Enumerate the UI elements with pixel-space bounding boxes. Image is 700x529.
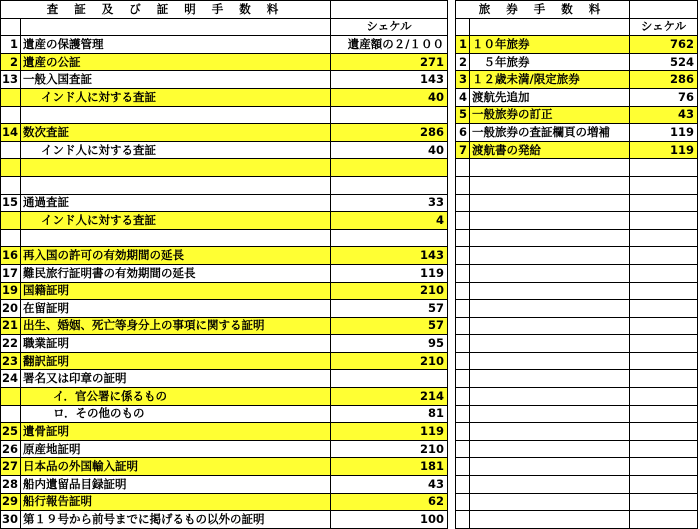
blank-cell (456, 476, 470, 494)
blank-cell (630, 229, 698, 247)
fee-item-label: インド人に対する査証 (21, 212, 331, 230)
fee-item-label: 職業証明 (21, 335, 331, 353)
fee-row (1, 247, 448, 265)
fee-amount: 210 (331, 352, 448, 370)
passport-fee-row (456, 106, 698, 124)
blank-cell (470, 159, 630, 177)
fee-item-label: インド人に対する査証 (21, 141, 331, 159)
right-unit-label: シェケル (630, 18, 698, 36)
blank-cell (456, 194, 470, 212)
right-title-blank (630, 1, 698, 19)
row-number: 25 (1, 423, 21, 441)
blank-cell (456, 317, 470, 335)
fee-row (1, 282, 448, 300)
fee-amount: 271 (331, 53, 448, 71)
blank-cell (456, 264, 470, 282)
blank-cell (630, 282, 698, 300)
passport-fee-row (456, 124, 698, 142)
fee-row (1, 194, 448, 212)
blank-row (456, 282, 698, 300)
row-number (1, 106, 21, 124)
row-number (1, 159, 21, 177)
blank-row (456, 317, 698, 335)
fee-row (1, 88, 448, 106)
row-number: 22 (1, 335, 21, 353)
fee-amount: 119 (331, 423, 448, 441)
passport-fee-row (456, 88, 698, 106)
row-number: 19 (1, 282, 21, 300)
blank-row (456, 176, 698, 194)
passport-fee-row (456, 71, 698, 89)
fee-row (1, 511, 448, 529)
passport-item-label: １２歳未満/限定旅券 (470, 71, 630, 89)
row-number (1, 405, 21, 423)
fee-amount (331, 159, 448, 177)
fee-amount: 81 (331, 405, 448, 423)
row-number: 3 (456, 71, 470, 89)
blank-cell (456, 493, 470, 511)
fee-amount: 57 (331, 317, 448, 335)
blank-cell (630, 300, 698, 318)
fee-row (1, 388, 448, 406)
fee-item-label (21, 159, 331, 177)
blank-cell (456, 388, 470, 406)
row-number: 23 (1, 352, 21, 370)
row-number: 13 (1, 71, 21, 89)
passport-fee-amount: 76 (630, 88, 698, 106)
blank-row (456, 247, 698, 265)
fee-amount: 遺産額の２/１００ (331, 36, 448, 54)
fee-amount (331, 176, 448, 194)
passport-item-label: 渡航先追加 (470, 88, 630, 106)
left-unit-row (1, 18, 448, 36)
blank-row (456, 159, 698, 177)
fee-row (1, 212, 448, 230)
passport-fee-row (456, 141, 698, 159)
left-title-row (1, 1, 448, 19)
blank-cell (456, 352, 470, 370)
blank-cell (470, 335, 630, 353)
fee-item-label: 日本品の外国輸入証明 (21, 458, 331, 476)
blank-cell (456, 370, 470, 388)
blank-row (456, 511, 698, 529)
fee-item-label: ロ．その他のもの (21, 405, 331, 423)
row-number: 20 (1, 300, 21, 318)
blank-cell (630, 458, 698, 476)
row-number (1, 141, 21, 159)
blank-cell (630, 370, 698, 388)
blank-cell (630, 352, 698, 370)
fee-amount: 43 (331, 476, 448, 494)
row-number: 26 (1, 440, 21, 458)
fee-item-label: 翻訳証明 (21, 352, 331, 370)
blank-cell (470, 458, 630, 476)
blank-cell (456, 300, 470, 318)
fee-item-label: 通過査証 (21, 194, 331, 212)
blank-cell (470, 370, 630, 388)
fee-row (1, 264, 448, 282)
blank-row (456, 370, 698, 388)
passport-item-label: １０年旅券 (470, 36, 630, 54)
row-number: 7 (456, 141, 470, 159)
right-title-row (456, 1, 698, 19)
blank-cell (630, 264, 698, 282)
fee-amount: 143 (331, 247, 448, 265)
fee-item-label: 署名又は印章の証明 (21, 370, 331, 388)
blank-cell (470, 212, 630, 230)
blank-cell (456, 458, 470, 476)
fee-item-label: 遺産の保護管理 (21, 36, 331, 54)
fee-item-label (21, 106, 331, 124)
row-number: 29 (1, 493, 21, 511)
blank-cell (470, 247, 630, 265)
fee-item-label: 再入国の許可の有効期間の延長 (21, 247, 331, 265)
left-table-title: 査 証 及 び 証 明 手 数 料 (1, 1, 331, 19)
blank-row (456, 493, 698, 511)
fee-row (1, 317, 448, 335)
blank-cell (456, 229, 470, 247)
fee-item-label: 第１９号から前号までに掲げるもの以外の証明 (21, 511, 331, 529)
blank-cell (630, 511, 698, 529)
blank-row (456, 194, 698, 212)
blank-cell (470, 493, 630, 511)
row-number: 5 (456, 106, 470, 124)
row-number (1, 388, 21, 406)
fee-row (1, 370, 448, 388)
fee-amount: 40 (331, 88, 448, 106)
blank-cell (456, 440, 470, 458)
fee-row (1, 352, 448, 370)
row-number: 17 (1, 264, 21, 282)
fee-row (1, 229, 448, 247)
fee-row (1, 476, 448, 494)
passport-fee-amount: 762 (630, 36, 698, 54)
fee-row (1, 440, 448, 458)
fee-amount: 95 (331, 335, 448, 353)
fee-row (1, 124, 448, 142)
blank-cell (456, 176, 470, 194)
blank-cell (630, 423, 698, 441)
fee-item-label: 船行報告証明 (21, 493, 331, 511)
passport-item-label: 一般旅券の査証欄頁の増補 (470, 124, 630, 142)
passport-fee-row (456, 53, 698, 71)
blank-row (456, 476, 698, 494)
blank-row (456, 388, 698, 406)
fee-item-label: 在留証明 (21, 300, 331, 318)
fee-amount: 210 (331, 440, 448, 458)
fee-item-label (21, 176, 331, 194)
fee-amount: 210 (331, 282, 448, 300)
passport-item-label: ５年旅券 (470, 53, 630, 71)
blank-cell (630, 440, 698, 458)
fee-row (1, 141, 448, 159)
left-title-blank (331, 1, 448, 19)
blank-row (456, 229, 698, 247)
blank-cell (470, 229, 630, 247)
row-number: 2 (456, 53, 470, 71)
blank-cell (630, 335, 698, 353)
fee-amount: 181 (331, 458, 448, 476)
row-number: 15 (1, 194, 21, 212)
blank-row (456, 440, 698, 458)
fee-amount: 57 (331, 300, 448, 318)
fee-item-label: 船内遺留品目録証明 (21, 476, 331, 494)
blank-cell (456, 511, 470, 529)
row-number: 28 (1, 476, 21, 494)
blank-cell (470, 176, 630, 194)
fee-item-label: 難民旅行証明書の有効期間の延長 (21, 264, 331, 282)
blank-cell (456, 159, 470, 177)
blank-cell (456, 212, 470, 230)
passport-fee-table (455, 0, 698, 529)
blank-row (456, 335, 698, 353)
blank-cell (470, 194, 630, 212)
passport-fee-amount: 119 (630, 124, 698, 142)
fee-item-label: 数次査証 (21, 124, 331, 142)
fee-row (1, 36, 448, 54)
blank-cell (456, 335, 470, 353)
right-unit-row (456, 18, 698, 36)
passport-fee-amount: 43 (630, 106, 698, 124)
fee-amount: 62 (331, 493, 448, 511)
blank-cell (630, 476, 698, 494)
fee-amount: 40 (331, 141, 448, 159)
fee-amount: 143 (331, 71, 448, 89)
fee-item-label: 原産地証明 (21, 440, 331, 458)
fee-item-label: 遺骨証明 (21, 423, 331, 441)
blank-cell (470, 317, 630, 335)
fee-row (1, 53, 448, 71)
row-number: 14 (1, 124, 21, 142)
fee-amount: 214 (331, 388, 448, 406)
blank-row (456, 405, 698, 423)
fee-amount: 4 (331, 212, 448, 230)
fee-row (1, 458, 448, 476)
row-number: 4 (456, 88, 470, 106)
blank-cell (630, 212, 698, 230)
passport-item-label: 渡航書の発給 (470, 141, 630, 159)
blank-cell (470, 264, 630, 282)
blank-cell (470, 476, 630, 494)
blank-cell (456, 247, 470, 265)
passport-fee-amount: 119 (630, 141, 698, 159)
fee-item-label: 一般入国査証 (21, 71, 331, 89)
blank-row (456, 212, 698, 230)
blank-cell (470, 511, 630, 529)
row-number: 21 (1, 317, 21, 335)
blank-cell (470, 282, 630, 300)
blank-row (456, 352, 698, 370)
fee-amount: 286 (331, 124, 448, 142)
blank-row (456, 264, 698, 282)
fee-row (1, 106, 448, 124)
blank-cell (456, 405, 470, 423)
row-number (1, 88, 21, 106)
row-number: 24 (1, 370, 21, 388)
row-number (1, 229, 21, 247)
fee-amount: 119 (331, 264, 448, 282)
fee-item-label: 国籍証明 (21, 282, 331, 300)
blank-row (456, 423, 698, 441)
blank-cell (470, 352, 630, 370)
blank-cell (630, 493, 698, 511)
fee-amount (331, 106, 448, 124)
fee-row (1, 335, 448, 353)
fee-row (1, 176, 448, 194)
row-number (1, 212, 21, 230)
fee-amount: 33 (331, 194, 448, 212)
passport-fee-amount: 524 (630, 53, 698, 71)
right-table-title: 旅 券 手 数 料 (456, 1, 630, 19)
fee-item-label: イ．官公署に係るもの (21, 388, 331, 406)
blank-cell (470, 300, 630, 318)
fee-item-label: 出生、婚姻、死亡等身分上の事項に関する証明 (21, 317, 331, 335)
blank-cell (630, 176, 698, 194)
fee-item-label: インド人に対する査証 (21, 88, 331, 106)
row-number: 6 (456, 124, 470, 142)
row-number: 1 (1, 36, 21, 54)
passport-fee-amount: 286 (630, 71, 698, 89)
row-number (1, 176, 21, 194)
row-number: 1 (456, 36, 470, 54)
fee-amount (331, 229, 448, 247)
blank-cell (470, 388, 630, 406)
fee-row (1, 300, 448, 318)
blank-cell (630, 159, 698, 177)
blank-cell (630, 247, 698, 265)
fee-item-label (21, 229, 331, 247)
blank-row (456, 300, 698, 318)
row-number: 30 (1, 511, 21, 529)
blank-cell (630, 194, 698, 212)
blank-cell (456, 282, 470, 300)
passport-fee-row (456, 36, 698, 54)
fee-amount: 100 (331, 511, 448, 529)
fee-row (1, 159, 448, 177)
blank-cell (470, 405, 630, 423)
fee-row (1, 423, 448, 441)
blank-cell (456, 423, 470, 441)
left-unit-label: シェケル (331, 18, 448, 36)
blank-cell (630, 317, 698, 335)
row-number: 16 (1, 247, 21, 265)
blank-cell (630, 405, 698, 423)
blank-cell (470, 440, 630, 458)
fee-amount (331, 370, 448, 388)
fee-row (1, 493, 448, 511)
blank-cell (630, 388, 698, 406)
blank-cell (470, 423, 630, 441)
fee-row (1, 405, 448, 423)
blank-row (456, 458, 698, 476)
fee-row (1, 71, 448, 89)
row-number: 27 (1, 458, 21, 476)
row-number: 2 (1, 53, 21, 71)
passport-item-label: 一般旅券の訂正 (470, 106, 630, 124)
fee-item-label: 遺産の公証 (21, 53, 331, 71)
